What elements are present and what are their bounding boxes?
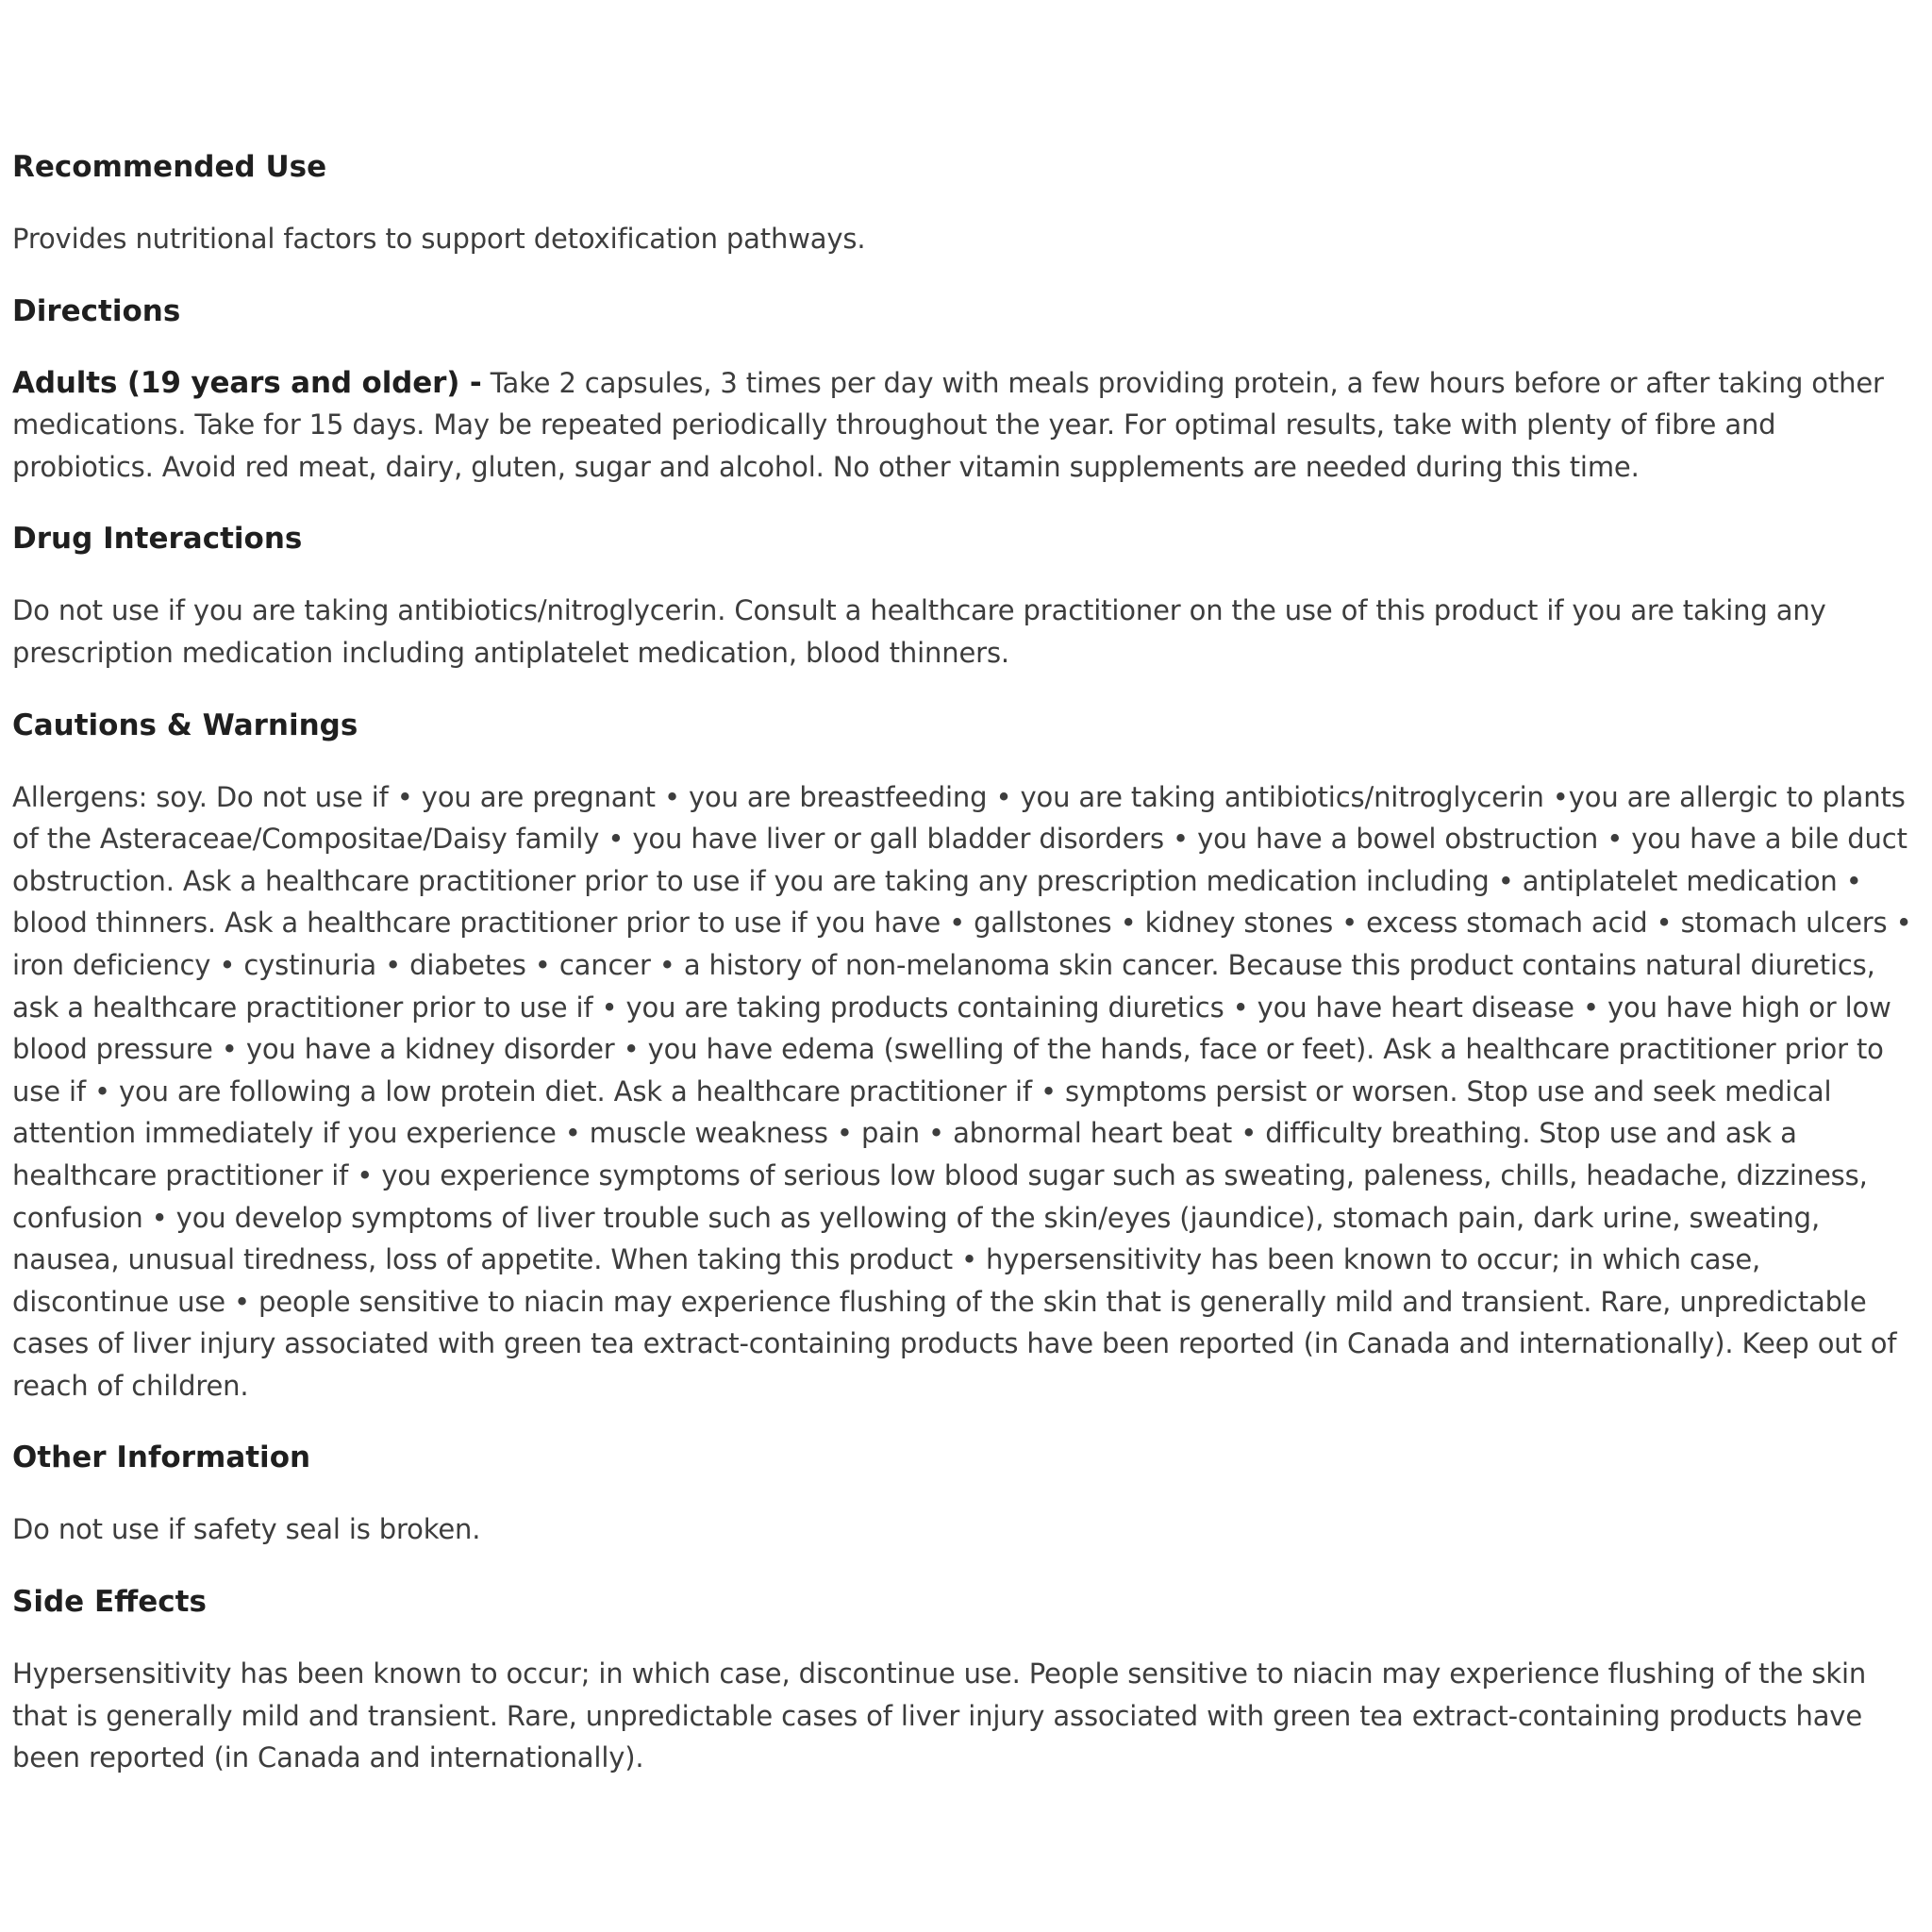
directions-text: Take 2 capsules, 3 times per day with meals providing protein, a few hours before or after taking other medications. Take for 15 days. May be repeated periodically throughout the year. For optimal results, take with plenty of fibre and probiotics. Avoid red meat, dairy, gluten, sugar and alcohol. No other vitamin supplements are needed during this time.	[12, 366, 1884, 483]
section-text: Provides nutritional factors to support detoxification pathways.	[12, 223, 866, 255]
section-heading: Drug Interactions	[12, 522, 303, 557]
section-heading: Directions	[12, 293, 181, 328]
directions-lead: Adults (19 years and older) -	[12, 365, 482, 400]
section-text: Hypersensitivity has been known to occur; in which case, discontinue use. People sensitive to niacin may experience flushing of the skin that is generally mild and transient. Rare, unpredictable cases of liver injury associated with green tea extract-containing products have been reported (in Canada and internationally).	[12, 1657, 1867, 1774]
section-heading: Cautions & Warnings	[12, 708, 358, 742]
section-heading: Recommended Use	[12, 150, 327, 184]
section-text: Do not use if safety seal is broken.	[12, 1513, 481, 1546]
section-heading: Other Information	[12, 1441, 311, 1475]
section-recommended-use	[12, 146, 1923, 260]
section-text: Do not use if you are taking antibiotics/nitroglycerin. Consult a healthcare practitioner on the use of this product if you are taking any prescription medication including antiplatelet medication, blood thinners.	[12, 594, 1826, 669]
section-side-effects	[12, 1581, 1923, 1779]
section-heading: Side Effects	[12, 1585, 207, 1620]
section-drug-interactions	[12, 518, 1923, 674]
section-cautions-warnings	[12, 705, 1923, 1407]
section-other-information	[12, 1437, 1923, 1551]
section-text: Allergens: soy. Do not use if • you are pregnant • you are breastfeeding • you are taking antibiotics/nitroglycerin •you are allergic to plants of the Asteraceae/Compositae/Daisy family • you have liver or gall bladder disorders • you have a bowel obstruction • you have a bile duct obstruction. Ask a healthcare practitioner prior to use if you are taking any prescription medication including • antiplatelet medication • blood thinners. Ask a healthcare practitioner prior to use if you have • gallstones • kidney stones • excess stomach acid • stomach ulcers • iron deficiency • cystinuria • diabetes • cancer • a history of non-melanoma skin cancer. Because this product contains natural diuretics, ask a healthcare practitioner prior to use if • you are taking products containing diuretics • you have heart disease • you have high or low blood pressure • you have a kidney disorder • you have edema (swelling of the hands, face or feet). Ask a healthcare practitioner prior to use if • you are following a low protein diet. Ask a healthcare practitioner if • symptoms persist or worsen. Stop use and seek medical attention immediately if you experience • muscle weakness • pain • abnormal heart beat • difficulty breathing. Stop use and ask a healthcare practitioner if • you experience symptoms of serious low blood sugar such as sweating, paleness, chills, headache, dizziness, confusion • you develop symptoms of liver trouble such as yellowing of the skin/eyes (jaundice), stomach pain, dark urine, sweating, nausea, unusual tiredness, loss of appetite. When taking this product • hypersensitivity has been known to occur; in which case, discontinue use • people sensitive to niacin may experience flushing of the skin that is generally mild and transient. Rare, unpredictable cases of liver injury associated with green tea extract-containing products have been reported (in Canada and internationally). Keep out of reach of children.	[12, 780, 1912, 1402]
section-directions	[12, 291, 1923, 489]
section-text	[12, 362, 1923, 489]
product-info-document	[12, 146, 1923, 1779]
